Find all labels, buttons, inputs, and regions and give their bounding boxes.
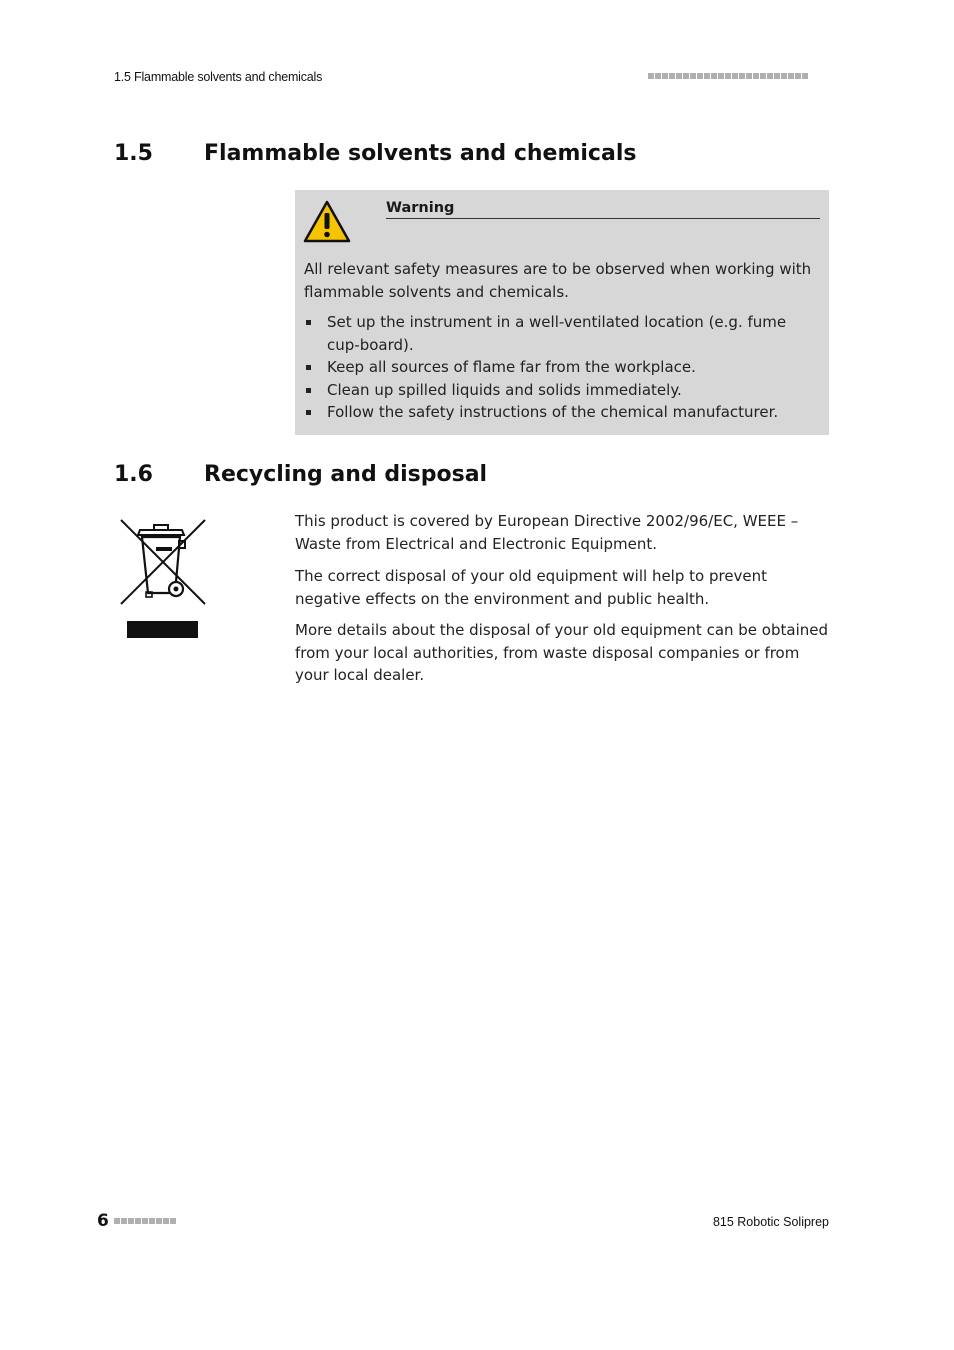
list-item-text: Clean up spilled liquids and solids immediately.	[327, 380, 682, 399]
footer-product-name: 815 Robotic Soliprep	[712, 1215, 829, 1229]
bullet-icon	[306, 388, 311, 393]
disposal-paragraph-3: More details about the disposal of your old equipment can be obtained from your local authorities, from waste disposal companies or from your local dealer.	[295, 621, 828, 684]
bullet-icon	[306, 320, 311, 325]
warning-triangle-icon	[303, 200, 351, 244]
section-heading-1-5	[114, 141, 636, 166]
warning-intro-text: All relevant safety measures are to be observed when working with flammable solvents and chemicals.	[304, 260, 812, 301]
header-decorative-dots	[648, 73, 808, 79]
list-item-text: Follow the safety instructions of the chemical manufacturer.	[327, 403, 779, 421]
list-item	[304, 379, 814, 402]
section-title: Flammable solvents and chemicals	[204, 141, 637, 166]
running-header-title: 1.5 Flammable solvents and chemicals	[114, 70, 323, 84]
list-item	[304, 356, 814, 379]
warning-list	[304, 311, 814, 424]
crossed-out-wheelie-bin-icon	[118, 517, 208, 641]
warning-box	[295, 190, 829, 435]
warning-title: Warning	[386, 200, 820, 219]
page-number: 6	[97, 1211, 109, 1231]
bullet-icon	[306, 410, 311, 415]
bullet-icon	[306, 365, 311, 370]
list-item-text: Set up the instrument in a well-ventilated location (e.g. fume cup-board).	[327, 313, 787, 354]
list-item-text: Keep all sources of flame far from the workplace.	[327, 358, 696, 376]
footer-decorative-dots	[114, 1218, 176, 1224]
list-item	[304, 311, 814, 356]
section-number: 1.5	[114, 141, 153, 166]
list-item	[304, 401, 814, 424]
disposal-paragraph-2: The correct disposal of your old equipment will help to prevent negative effects on the environment and public health.	[295, 567, 768, 608]
disposal-paragraph-1: This product is covered by European Directive 2002/96/EC, WEEE – Waste from Electrical and Electronic Equipment.	[295, 512, 799, 553]
section-number: 1.6	[114, 462, 153, 487]
section-title: Recycling and disposal	[204, 462, 488, 487]
section-heading-1-6	[114, 462, 487, 487]
